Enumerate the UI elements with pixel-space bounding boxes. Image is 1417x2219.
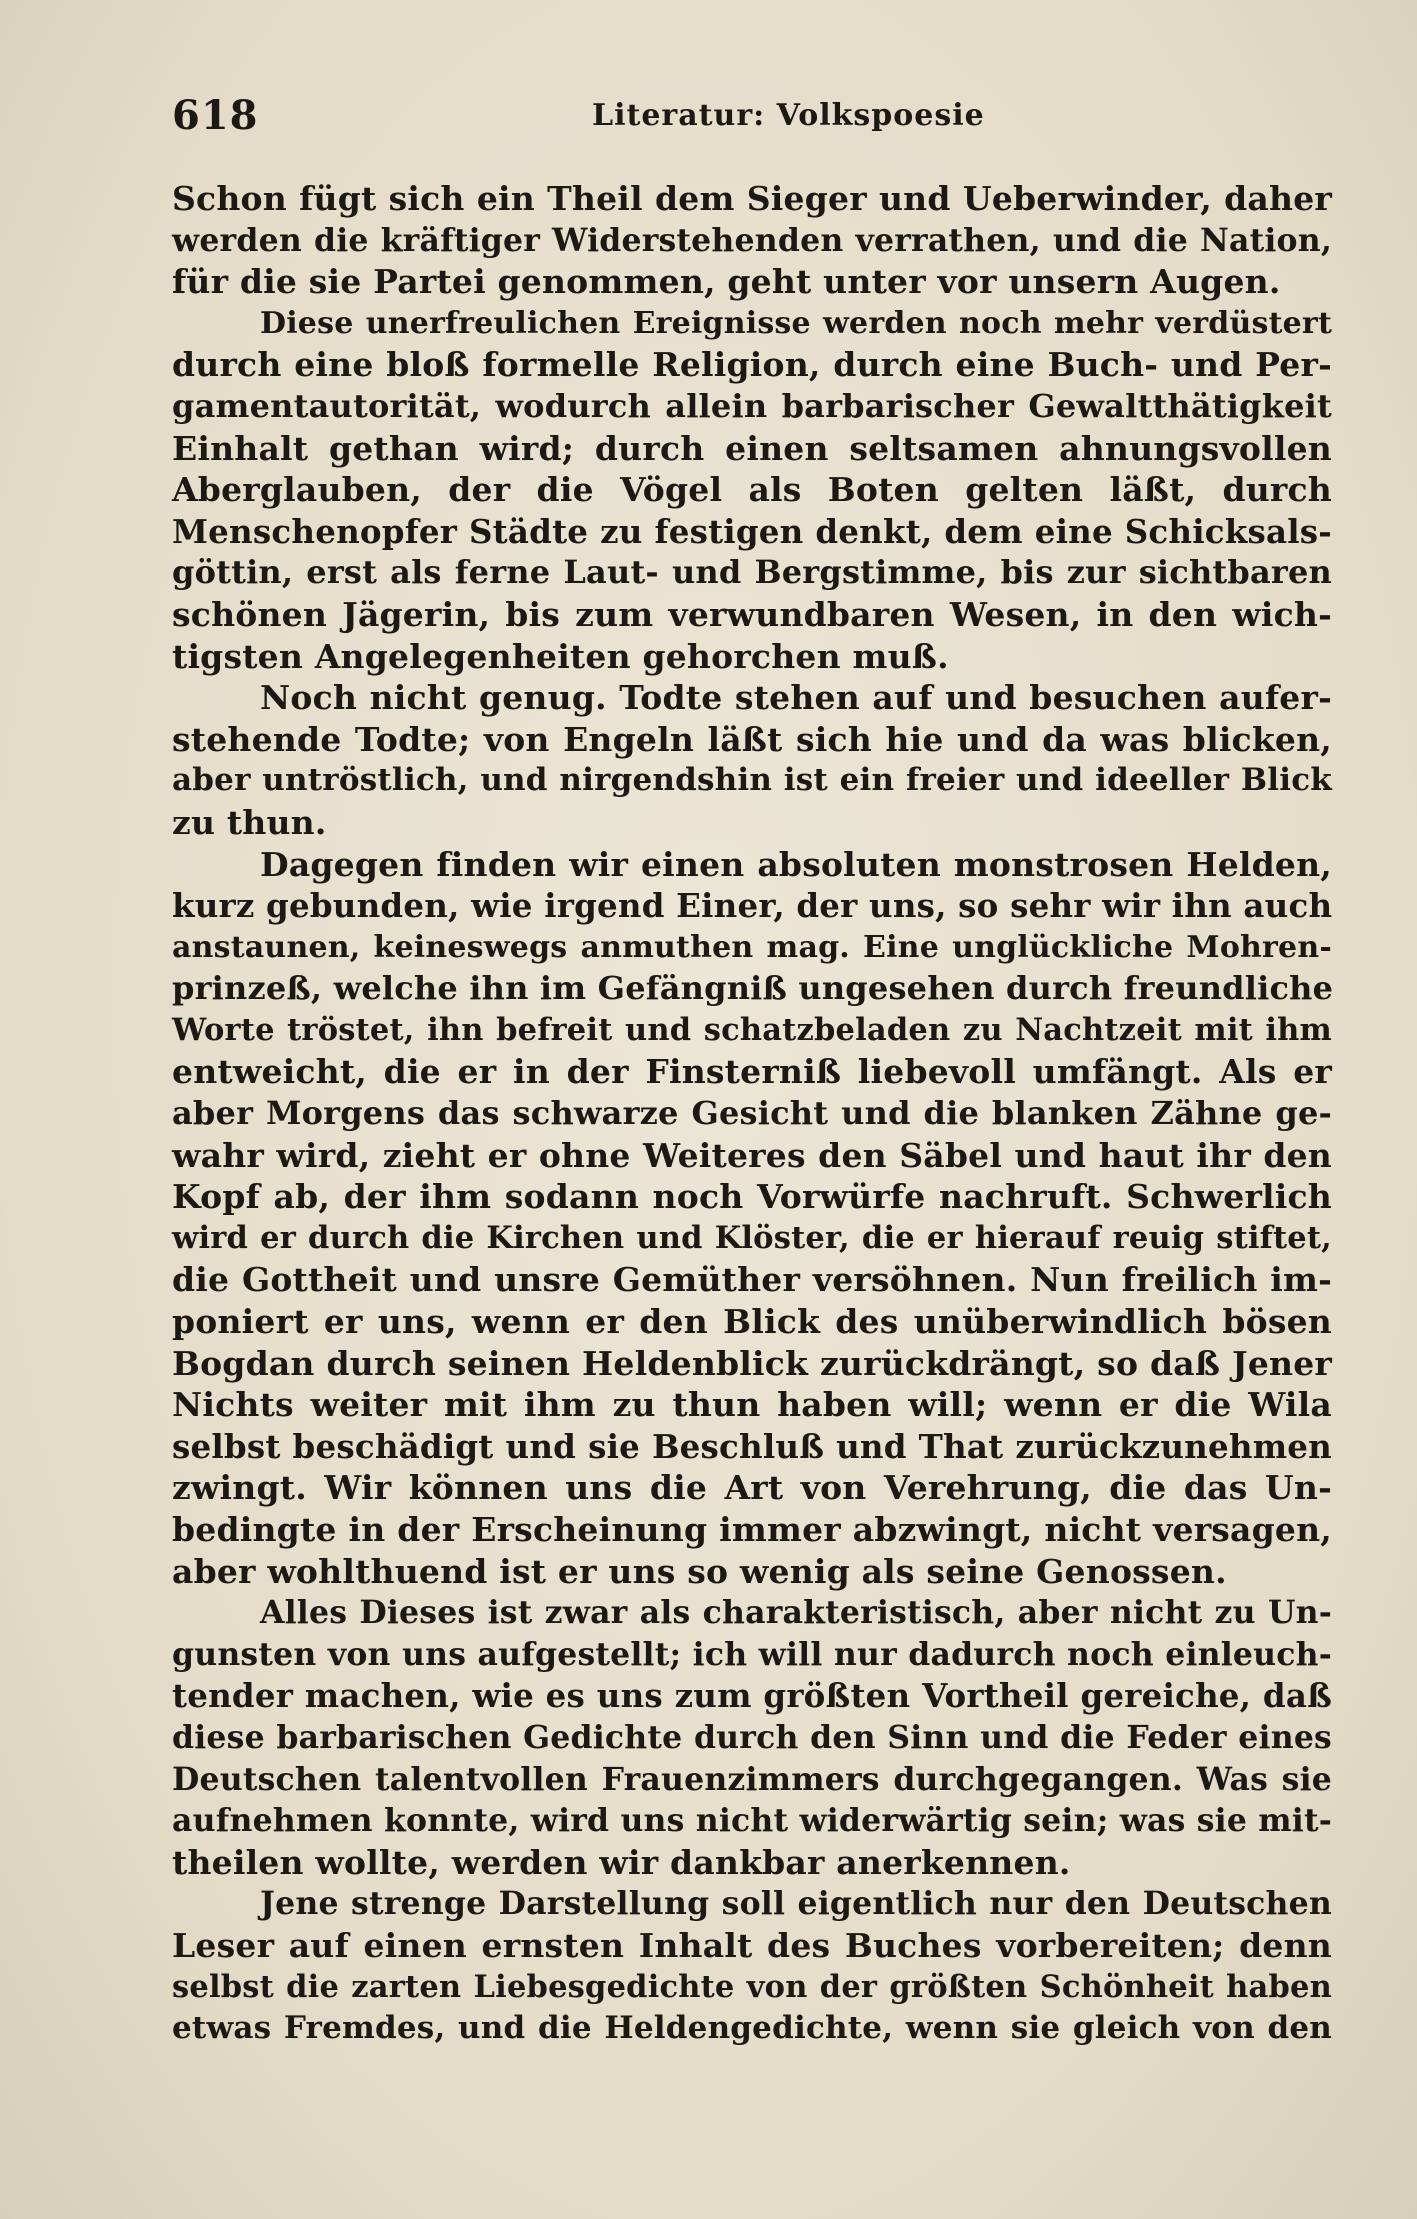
text-line: diese barbarischen Gedichte durch den Sinn und die Feder eines xyxy=(172,1718,1332,1756)
text-line: Dagegen finden wir einen absoluten monstrosen Helden, xyxy=(260,844,1332,884)
text-line: Jene strenge Darstellung soll eigentlich nur den Deutschen xyxy=(260,1885,1332,1923)
text-line: für die sie Partei genommen, geht unter vor unsern Augen. xyxy=(172,262,1281,302)
page-header xyxy=(172,92,1332,142)
text-line: stehende Todte; von Engeln läßt sich hie und da was blicken, xyxy=(172,719,1332,759)
text-line: theilen wollte, werden wir dankbar anerkennen. xyxy=(172,1842,1071,1882)
text-line: kurz gebunden, wie irgend Einer, der uns, so sehr wir ihn auch xyxy=(172,886,1333,926)
text-line: Alles Dieses ist zwar als charakteristisch, aber nicht zu Un- xyxy=(260,1594,1332,1632)
text-line: aufnehmen konnte, wird uns nicht widerwärtig sein; was sie mit- xyxy=(172,1802,1332,1840)
text-line: Deutschen talentvollen Frauenzimmers durchgegangen. Was sie xyxy=(172,1760,1332,1798)
text-line: zwingt. Wir können uns die Art von Verehrung, die das Un- xyxy=(172,1468,1332,1508)
text-line: gunsten von uns aufgestellt; ich will nur dadurch noch einleuch- xyxy=(172,1635,1332,1673)
text-line: Diese unerfreulichen Ereignisse werden noch mehr verdüstert xyxy=(260,305,1332,341)
text-line: tender machen, wie es uns zum größten Vortheil gereiche, daß xyxy=(172,1676,1332,1716)
text-line: schönen Jägerin, bis zum verwundbaren Wesen, in den wich- xyxy=(172,594,1332,634)
text-line: selbst die zarten Liebesgedichte von der größten Schönheit haben xyxy=(172,1968,1332,2005)
text-line: selbst beschädigt und sie Beschluß und That zurückzunehmen xyxy=(172,1426,1332,1466)
text-line: aber untröstlich, und nirgendshin ist ein freier und ideeller Blick xyxy=(172,762,1332,799)
text-line: zu thun. xyxy=(172,802,327,842)
text-line: Schon fügt sich ein Theil dem Sieger und Ueberwinder, daher xyxy=(172,179,1332,218)
text-line: Worte tröstet, ihn befreit und schatzbeladen zu Nachtzeit mit ihm xyxy=(172,1011,1332,1048)
page-number: 618 xyxy=(172,92,259,139)
text-line: werden die kräftiger Widerstehenden verrathen, und die Nation, xyxy=(172,221,1332,259)
text-line: Bogdan durch seinen Heldenblick zurückdrängt, so daß Jener xyxy=(172,1343,1332,1383)
text-line: göttin, erst als ferne Laut- und Bergstimme, bis zur sichtbaren xyxy=(172,553,1332,592)
text-line: wird er durch die Kirchen und Klöster, die er hierauf reuig stiftet, xyxy=(172,1219,1332,1256)
text-line: bedingte in der Erscheinung immer abzwingt, nicht versagen, xyxy=(172,1510,1332,1549)
text-line: wahr wird, zieht er ohne Weiteres den Säbel und haut ihr den xyxy=(172,1135,1332,1175)
running-title: Literatur: Volkspoesie xyxy=(592,98,985,133)
text-line: Kopf ab, der ihm sodann noch Vorwürfe nachruft. Schwerlich xyxy=(172,1177,1332,1217)
text-line: Menschenopfer Städte zu festigen denkt, dem eine Schicksals- xyxy=(172,511,1332,551)
body-text xyxy=(172,178,1332,2050)
text-line: entweicht, die er in der Finsterniß liebevoll umfängt. Als er xyxy=(172,1052,1332,1092)
text-line: Einhalt gethan wird; durch einen seltsamen ahnungsvollen xyxy=(172,428,1332,468)
text-line: gamentautorität, wodurch allein barbarischer Gewaltthätigkeit xyxy=(172,386,1332,425)
text-line: anstaunen, keineswegs anmuthen mag. Eine unglückliche Mohren- xyxy=(172,929,1332,965)
text-line: die Gottheit und unsre Gemüther versöhnen. Nun freilich im- xyxy=(172,1260,1332,1300)
text-line: aber wohlthuend ist er uns so wenig als seine Genossen. xyxy=(172,1551,1227,1591)
text-line: Leser auf einen ernsten Inhalt des Buches vorbereiten; denn xyxy=(172,1925,1332,1965)
text-line: Aberglauben, der die Vögel als Boten gelten läßt, durch xyxy=(172,470,1332,510)
text-line: aber Morgens das schwarze Gesicht und die blanken Zähne ge- xyxy=(172,1094,1332,1133)
text-line: etwas Fremdes, und die Heldengedichte, wenn sie gleich von den xyxy=(172,2010,1332,2047)
text-line: tigsten Angelegenheiten gehorchen muß. xyxy=(172,636,949,676)
text-line: prinzeß, welche ihn im Gefängniß ungesehen durch freundliche xyxy=(172,969,1334,1008)
text-line: poniert er uns, wenn er den Blick des unüberwindlich bösen xyxy=(172,1302,1332,1342)
text-line: durch eine bloß formelle Religion, durch eine Buch- und Per- xyxy=(172,345,1332,385)
text-line: Noch nicht genug. Todte stehen auf und besuchen aufer- xyxy=(260,678,1332,718)
text-line: Nichts weiter mit ihm zu thun haben will; wenn er die Wila xyxy=(172,1385,1332,1425)
